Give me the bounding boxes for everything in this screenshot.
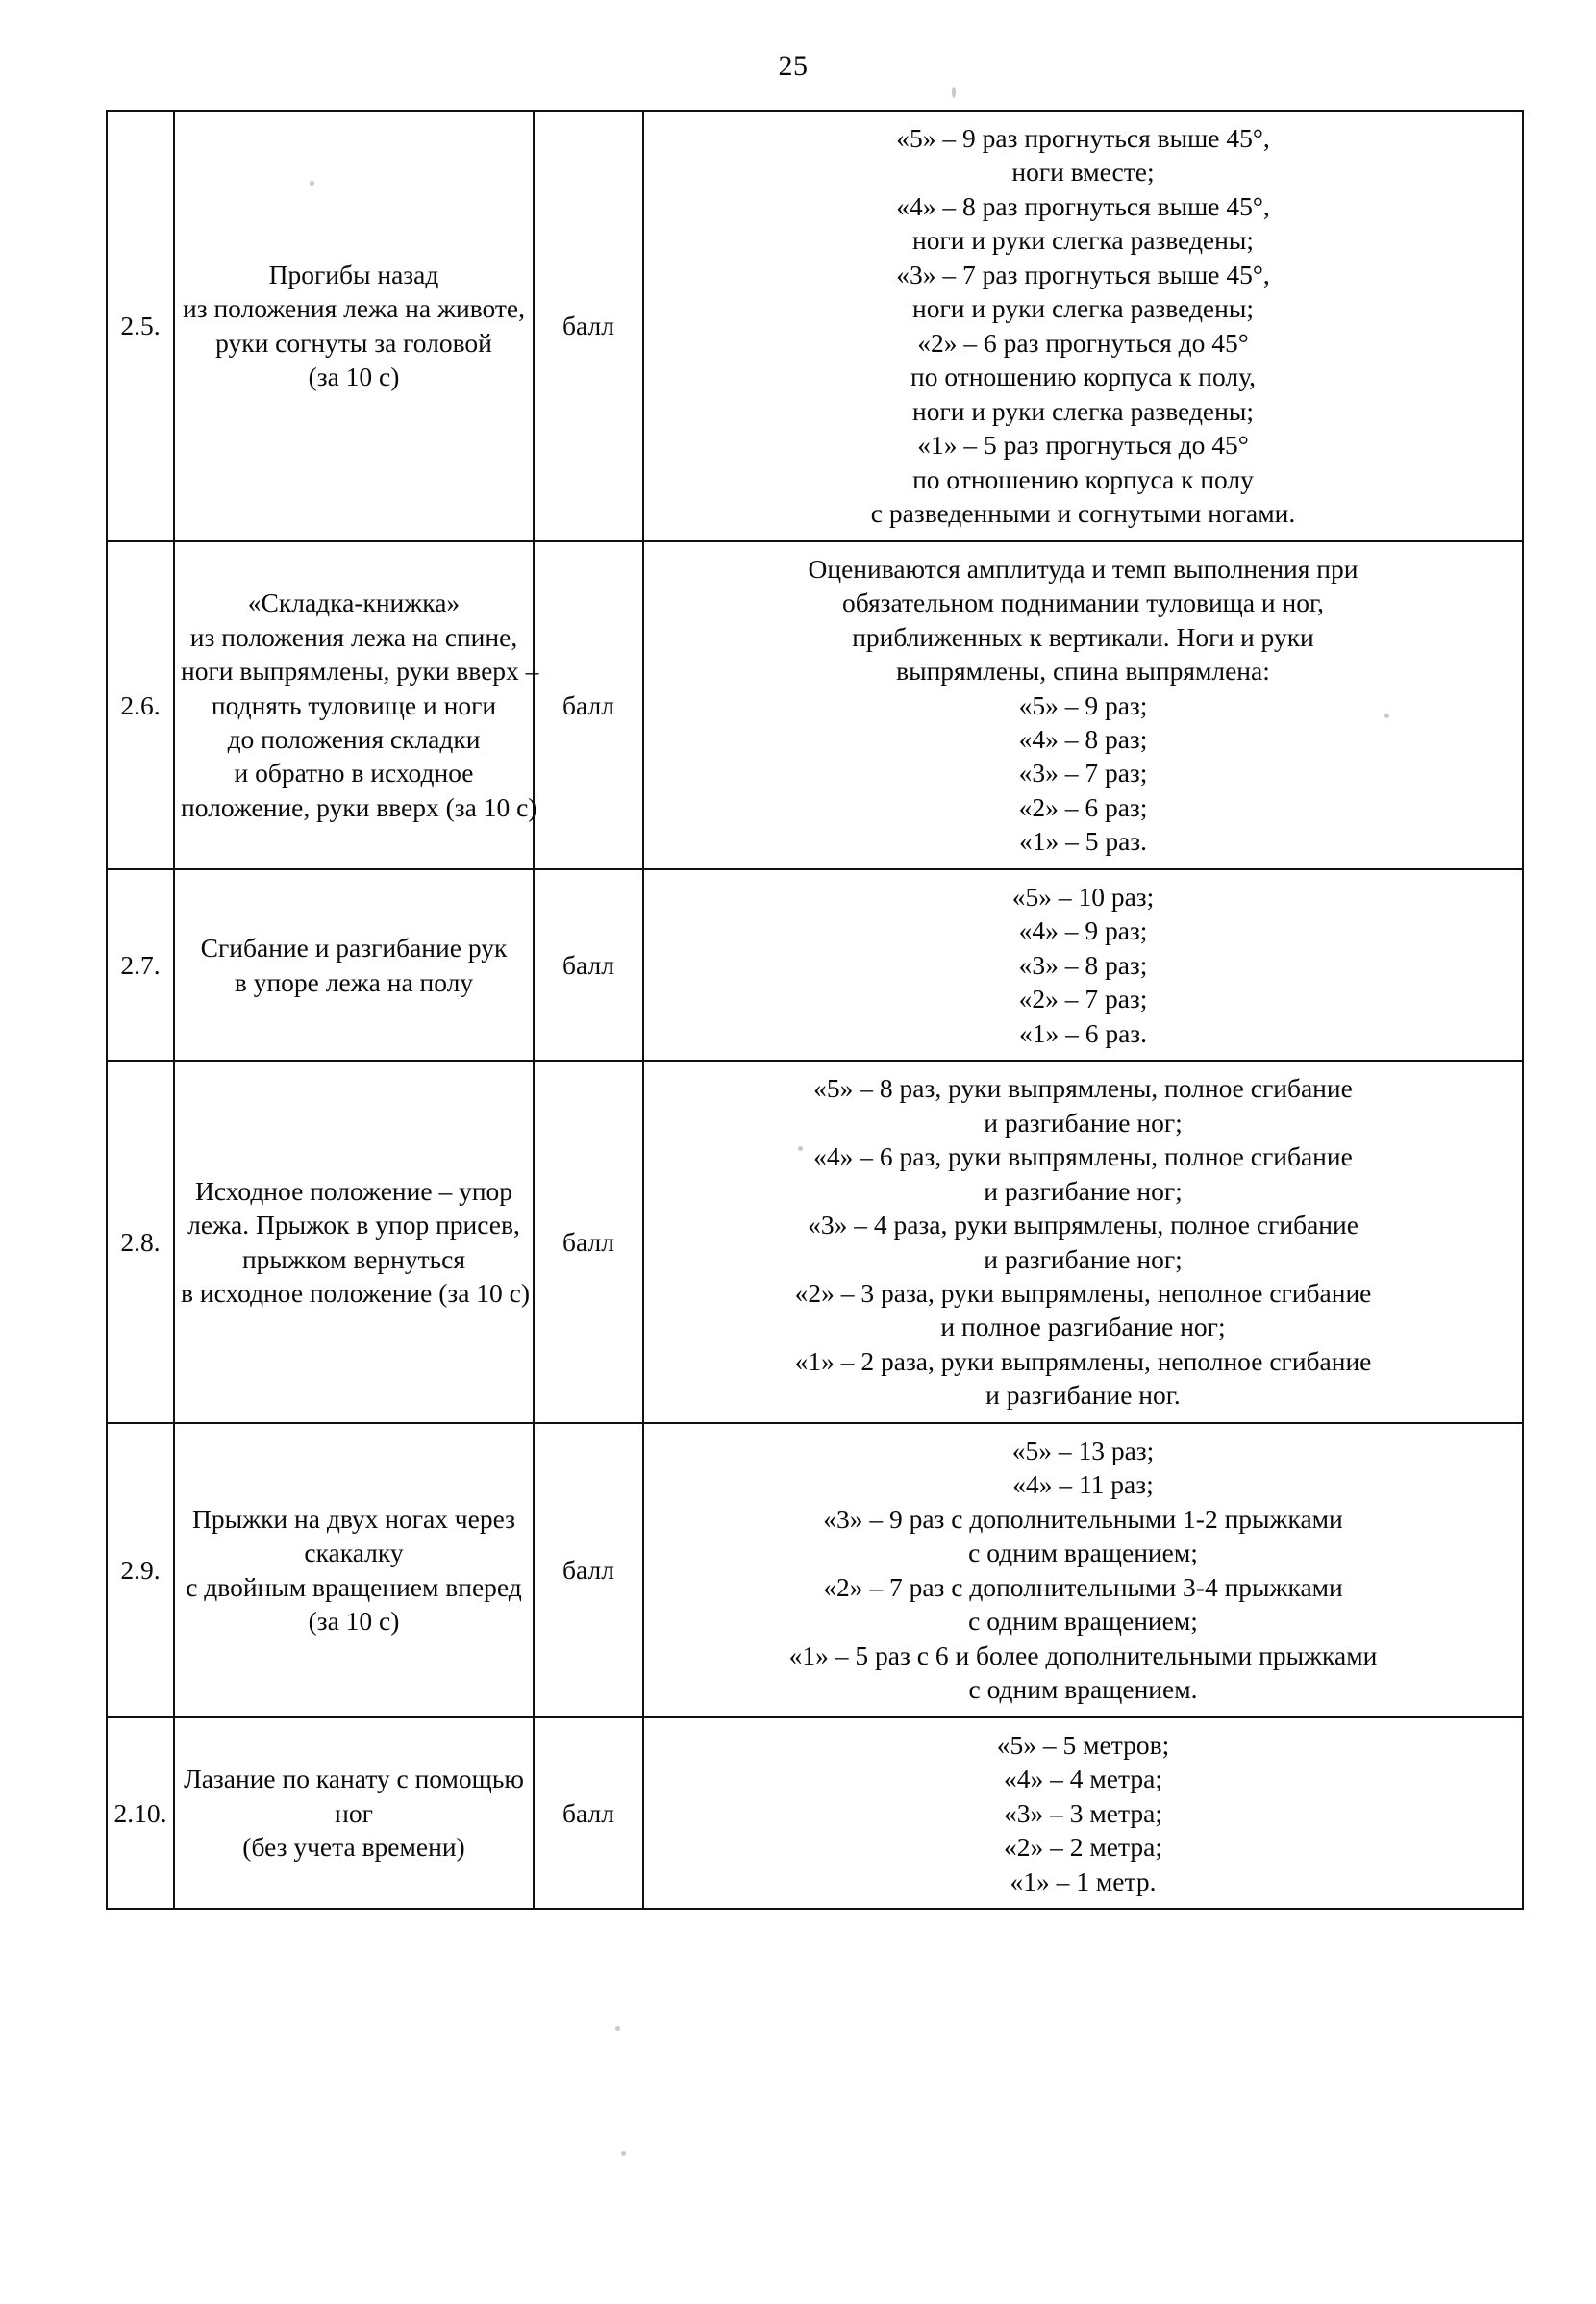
text-line: ноги и руки слегка разведены; xyxy=(912,395,1254,426)
table-row xyxy=(107,1061,1523,1423)
text-line: выпрямлены, спина выпрямлена: xyxy=(896,656,1270,687)
text-line: «3» – 9 раз с дополнительными 1-2 прыжками xyxy=(823,1503,1343,1534)
criteria-cell xyxy=(643,869,1523,1061)
scan-speck xyxy=(798,1146,803,1151)
text-line: из положения лежа на спине, xyxy=(189,621,518,652)
text-line: и разгибание ног; xyxy=(984,1243,1183,1274)
criteria-cell xyxy=(643,1717,1523,1909)
requirements-table-container xyxy=(106,110,1524,1910)
scan-speck xyxy=(615,2026,620,2031)
row-number-cell: 2.9. xyxy=(107,1423,174,1717)
text-line: Лазание по канату с помощью xyxy=(184,1764,524,1794)
text-line: «4» – 11 раз; xyxy=(1012,1469,1154,1500)
unit-cell: балл xyxy=(534,541,643,869)
text-line: до положения складки xyxy=(227,723,481,754)
exercise-name-cell xyxy=(174,111,534,541)
text-line: «5» – 8 раз, руки выпрямлены, полное сгибание xyxy=(813,1073,1353,1104)
exercise-name-cell xyxy=(174,541,539,869)
row-number-cell: 2.5. xyxy=(107,111,174,541)
text-line: «4» – 4 метра; xyxy=(1004,1764,1162,1794)
text-line: «1» – 5 раз прогнуться до 45° xyxy=(917,430,1249,461)
requirements-table xyxy=(106,110,1524,1910)
text-line: Прогибы назад xyxy=(268,259,439,289)
unit-cell: балл xyxy=(534,1717,643,1909)
exercise-name-cell xyxy=(174,1717,534,1909)
text-line: поднять туловище и ноги xyxy=(211,689,497,720)
text-line: ноги вместе; xyxy=(1011,157,1155,188)
text-line: лежа. Прыжок в упор присев, xyxy=(187,1210,520,1240)
text-line: «2» – 7 раз; xyxy=(1018,984,1148,1014)
text-line: «1» – 6 раз. xyxy=(1018,1017,1148,1048)
row-number-cell: 2.6. xyxy=(107,541,174,869)
text-line: «4» – 8 раз; xyxy=(1018,723,1148,754)
criteria-cell xyxy=(643,111,1523,541)
text-line: «3» – 4 раза, руки выпрямлены, полное сгибание xyxy=(808,1210,1359,1240)
text-line: в упоре лежа на полу xyxy=(234,966,474,997)
text-line: Оцениваются амплитуда и темп выполнения при xyxy=(808,553,1359,584)
text-line: «1» – 1 метр. xyxy=(1010,1866,1157,1896)
table-row xyxy=(107,1423,1523,1717)
text-line: скакалку xyxy=(304,1538,404,1568)
criteria-cell xyxy=(643,1061,1523,1423)
text-line: по отношению корпуса к полу, xyxy=(910,362,1256,392)
row-number-cell: 2.7. xyxy=(107,869,174,1061)
scan-speck xyxy=(621,2151,626,2156)
text-line: «3» – 3 метра; xyxy=(1004,1797,1162,1828)
table-row xyxy=(107,111,1523,541)
text-line: Сгибание и разгибание рук xyxy=(200,933,508,964)
text-line: «2» – 6 раз прогнуться до 45° xyxy=(917,327,1249,358)
text-line: «2» – 6 раз; xyxy=(1018,791,1148,822)
text-line: «5» – 5 метров; xyxy=(996,1729,1170,1760)
unit-cell: балл xyxy=(534,1423,643,1717)
scan-speck xyxy=(1384,714,1389,718)
text-line: «2» – 3 раза, руки выпрямлены, неполное сгибание xyxy=(794,1278,1372,1308)
text-line: (за 10 с) xyxy=(308,362,400,392)
row-number-cell: 2.8. xyxy=(107,1061,174,1423)
text-line: «5» – 13 раз; xyxy=(1011,1435,1155,1465)
text-line: с разведенными и согнутыми ногами. xyxy=(870,498,1296,529)
exercise-name-cell xyxy=(174,1061,534,1423)
text-line: «5» – 9 раз; xyxy=(1018,689,1148,720)
text-line: «1» – 5 раз. xyxy=(1018,826,1148,857)
text-line: (без учета времени) xyxy=(242,1832,465,1863)
text-line: и обратно в исходное xyxy=(234,758,474,789)
text-line: ноги выпрямлены, руки вверх – xyxy=(181,656,539,687)
text-line: «4» – 6 раз, руки выпрямлены, полное сгибание xyxy=(813,1141,1353,1172)
text-line: «Складка-книжка» xyxy=(247,588,461,618)
text-line: с двойным вращением вперед xyxy=(186,1571,522,1602)
text-line: с одним вращением; xyxy=(968,1606,1198,1637)
text-line: с одним вращением. xyxy=(968,1674,1198,1705)
text-line: и полное разгибание ног; xyxy=(940,1312,1226,1342)
unit-cell: балл xyxy=(534,1061,643,1423)
text-line: и разгибание ног; xyxy=(984,1175,1183,1206)
text-line: Прыжки на двух ногах через xyxy=(191,1503,515,1534)
exercise-name-cell xyxy=(174,869,534,1061)
text-line: прыжком вернуться xyxy=(241,1243,466,1274)
text-line: «3» – 8 раз; xyxy=(1018,949,1148,980)
text-line: и разгибание ног; xyxy=(984,1107,1183,1138)
text-line: в исходное положение (за 10 с) xyxy=(181,1278,531,1308)
text-line: по отношению корпуса к полу xyxy=(912,463,1254,494)
unit-cell: балл xyxy=(534,111,643,541)
text-line: «3» – 7 раз; xyxy=(1018,758,1148,789)
text-line: «2» – 7 раз с дополнительными 3-4 прыжками xyxy=(823,1571,1343,1602)
text-line: с одним вращением; xyxy=(968,1538,1198,1568)
unit-cell: балл xyxy=(534,869,643,1061)
text-line: приближенных к вертикали. Ноги и руки xyxy=(852,621,1314,652)
criteria-cell xyxy=(643,541,1523,869)
text-line: (за 10 с) xyxy=(308,1606,400,1637)
text-line: «4» – 8 раз прогнуться выше 45°, xyxy=(896,190,1270,221)
text-line: «5» – 9 раз прогнуться выше 45°, xyxy=(896,123,1270,153)
exercise-name-cell xyxy=(174,1423,534,1717)
text-line: ног xyxy=(335,1797,373,1828)
criteria-cell xyxy=(643,1423,1523,1717)
text-line: ноги и руки слегка разведены; xyxy=(912,225,1254,256)
text-line: «5» – 10 раз; xyxy=(1011,881,1155,912)
text-line: «3» – 7 раз прогнуться выше 45°, xyxy=(896,259,1270,289)
table-row xyxy=(107,541,1523,869)
text-line: «1» – 5 раз с 6 и более дополнительными прыжками xyxy=(788,1640,1378,1670)
text-line: положение, руки вверх (за 10 с) xyxy=(181,791,537,822)
text-line: «1» – 2 раза, руки выпрямлены, неполное сгибание xyxy=(794,1345,1372,1376)
table-row xyxy=(107,869,1523,1061)
table-row xyxy=(107,1717,1523,1909)
text-line: руки согнуты за головой xyxy=(215,327,492,358)
text-line: «2» – 2 метра; xyxy=(1004,1832,1162,1863)
text-line: «4» – 9 раз; xyxy=(1018,915,1148,946)
table-body xyxy=(107,111,1523,1909)
document-page xyxy=(0,50,1596,2304)
text-line: и разгибание ног. xyxy=(985,1380,1181,1411)
scan-speck xyxy=(310,181,314,186)
text-line: обязательном поднимании туловища и ног, xyxy=(841,588,1325,618)
text-line: ноги и руки слегка разведены; xyxy=(912,293,1254,324)
scan-speck xyxy=(952,87,956,98)
text-line: Исходное положение – упор xyxy=(194,1175,513,1206)
row-number-cell: 2.10. xyxy=(107,1717,174,1909)
text-line: из положения лежа на животе, xyxy=(183,293,525,324)
page-number: 25 xyxy=(778,50,809,82)
